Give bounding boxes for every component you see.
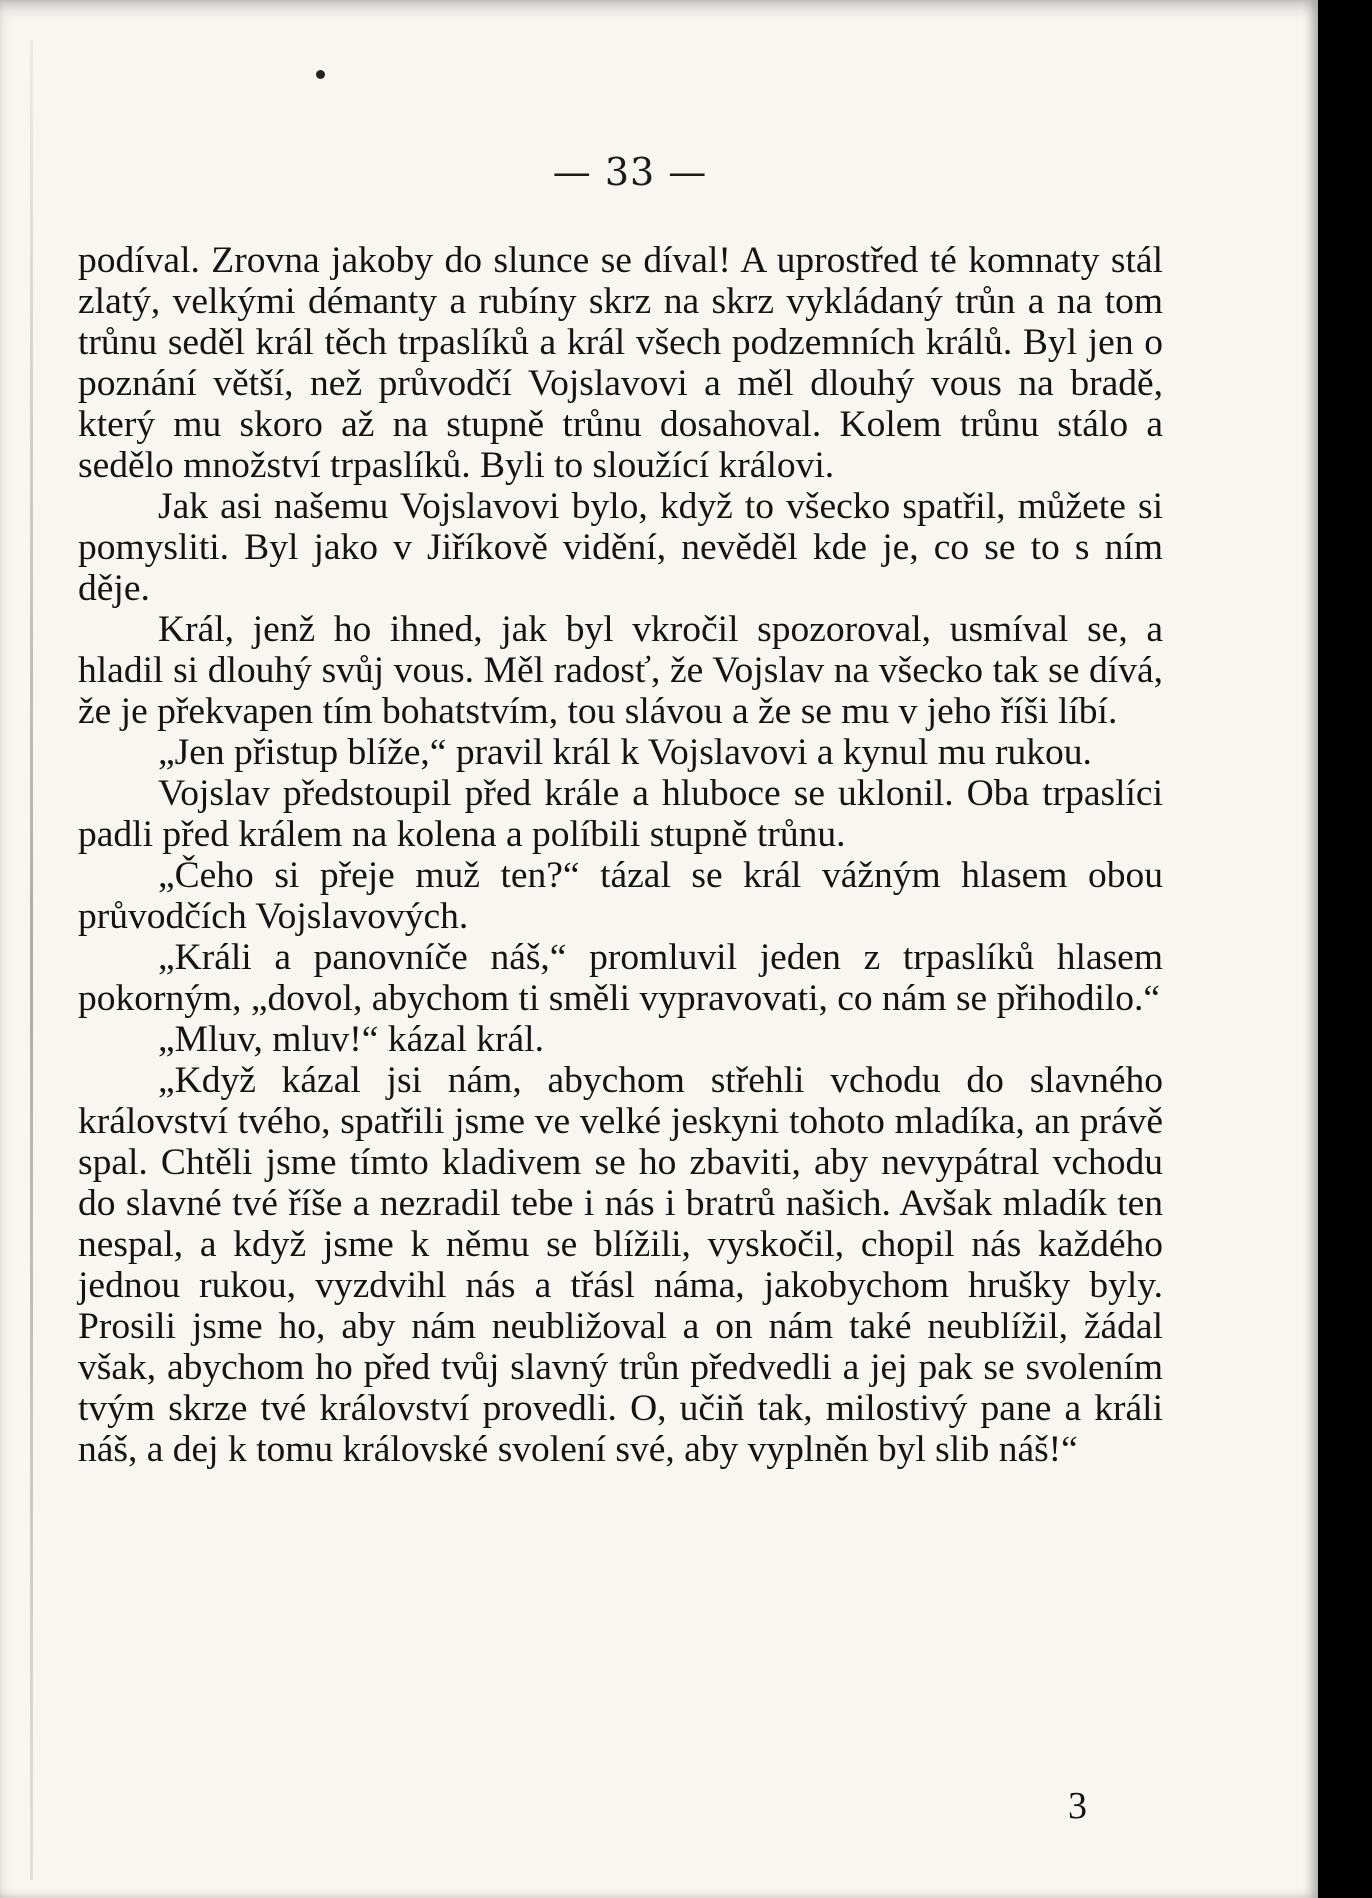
page-binding-edge: [30, 40, 33, 1880]
scan-speck: [316, 70, 325, 79]
paragraph-8: „Mluv, mluv!“ kázal král.: [158, 1019, 544, 1060]
paragraph-4: „Jen přistup blíže,“ pravil král k Vojslavovi a kynul mu rukou.: [158, 732, 1092, 773]
scan-border: [1318, 0, 1372, 1898]
signature-mark: 3: [1068, 1785, 1087, 1827]
paragraph-9: „Když kázal jsi nám, abychom střehli vchodu do slavného království tvého, spatřili jsme ve velké jeskyni tohoto mladíka, an právě spal. Chtěli jsme tímto kladivem se ho zbaviti, aby nevypátral vchodu do slavné tvé říše a nezradil tebe i nás i bratrů našich. Avšak mladík ten nespal, a když jsme k němu se blížili, vyskočil, chopil nás každého jednou rukou, vyzdvihl nás a třásl náma, jakobychom hrušky byly. Prosili jsme ho, aby nám neubližoval a on nám také neublížil, žádal však, abychom ho před tvůj slavný trůn předvedli a jej pak se svolením tvým skrze tvé království provedli. O, učiň tak, milostivý pane a králi náš, a dej k tomu královské svolení své, aby vyplněn byl slib náš!“: [78, 1060, 1163, 1470]
paragraph-2: Jak asi našemu Vojslavovi bylo, když to všecko spatřil, můžete si pomysliti. Byl jako v Jiříkově vidění, nevěděl kde je, co se to s ním děje.: [78, 486, 1163, 609]
paragraph-7: „Králi a panovníče náš,“ promluvil jeden z trpaslíků hlasem pokorným, „dovol, abychom ti směli vypravovati, co nám se přihodilo.“: [78, 937, 1163, 1019]
paragraph-6: „Čeho si přeje muž ten?“ tázal se král vážným hlasem obou průvodčích Vojslavových.: [78, 855, 1163, 937]
body-text: [78, 240, 1163, 1470]
page-number: — 33 —: [552, 150, 708, 194]
paragraph-1: podíval. Zrovna jakoby do slunce se díval! A uprostřed té komnaty stál zlatý, velkými démanty a rubíny skrz na skrz vykládaný trůn a na tom trůnu seděl král těch trpaslíků a král všech podzemních králů. Byl jen o poznání větší, než průvodčí Vojslavovi a měl dlouhý vous na bradě, který mu skoro až na stupně trůnu dosahoval. Kolem trůnu stálo a sedělo množství trpaslíků. Byli to sloužící královi.: [78, 240, 1163, 486]
paragraph-3: Král, jenž ho ihned, jak byl vkročil spozoroval, usmíval se, a hladil si dlouhý svůj vous. Měl radosť, že Vojslav na všecko tak se dívá, že je překvapen tím bohatstvím, tou slávou a že se mu v jeho říši líbí.: [78, 609, 1163, 732]
paragraph-5: Vojslav předstoupil před krále a hluboce se uklonil. Oba trpaslíci padli před králem na kolena a políbili stupně trůnu.: [78, 773, 1163, 855]
